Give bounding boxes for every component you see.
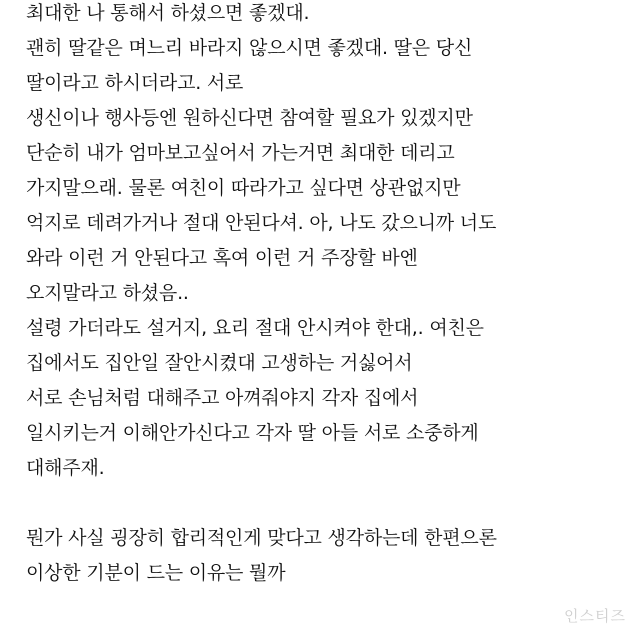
post-line-1: 최대한 나 통해서 하셨으면 좋겠대. xyxy=(26,2,310,24)
post-line-6: 가지말으래. 물론 여친이 따라가고 싶다면 상관없지만 xyxy=(26,177,461,199)
post-line-4: 생신이나 행사등엔 원하신다면 참여할 필요가 있겠지만 xyxy=(26,107,473,129)
post-line-17: 이상한 기분이 드는 이유는 뭘까 xyxy=(26,562,286,584)
post-line-11: 집에서도 집안일 잘안시켰대 고생하는 거싫어서 xyxy=(26,352,413,374)
post-line-14: 대해주재. xyxy=(26,457,105,479)
post-line-12: 서로 손님처럼 대해주고 아껴줘야지 각자 집에서 xyxy=(26,387,419,409)
post-line-13: 일시키는거 이해안가신다고 각자 딸 아들 서로 소중하게 xyxy=(26,422,479,444)
post-line-3: 딸이라고 하시더라고. 서로 xyxy=(26,72,244,94)
post-line-5: 단순히 내가 엄마보고싶어서 가는거면 최대한 데리고 xyxy=(26,142,455,164)
site-watermark: 인스티즈 xyxy=(564,607,626,625)
post-line-9: 오지말라고 하셨음.. xyxy=(26,282,189,304)
post-line-7: 억지로 데려가거나 절대 안된다셔. 아, 나도 갔으니까 너도 xyxy=(26,212,497,234)
post-line-8: 와라 이런 거 안된다고 혹여 이런 거 주장할 바엔 xyxy=(26,247,418,269)
post-line-2: 괜히 딸같은 며느리 바라지 않으시면 좋겠대. 딸은 당신 xyxy=(26,37,473,59)
post-line-16: 뭔가 사실 굉장히 합리적인게 맞다고 생각하는데 한편으론 xyxy=(26,527,497,549)
post-line-10: 설령 가더라도 설거지, 요리 절대 안시켜야 한대,. 여친은 xyxy=(26,317,484,339)
